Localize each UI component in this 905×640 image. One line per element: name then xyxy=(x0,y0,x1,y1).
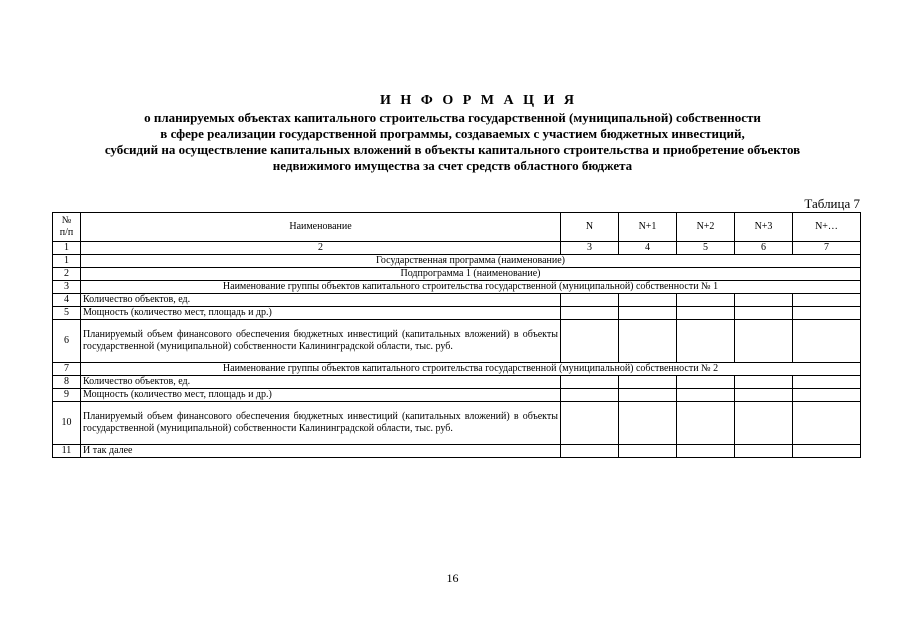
value-cell xyxy=(561,307,619,320)
value-cell xyxy=(677,307,735,320)
col-number: 4 xyxy=(619,242,677,255)
row-name: Количество объектов, ед. xyxy=(81,294,561,307)
value-cell xyxy=(677,376,735,389)
col-number: 6 xyxy=(735,242,793,255)
row-number: 3 xyxy=(53,281,81,294)
value-cell xyxy=(793,402,861,445)
table-row xyxy=(53,320,861,363)
row-number: 7 xyxy=(53,363,81,376)
value-cell xyxy=(561,376,619,389)
value-cell xyxy=(561,402,619,445)
subtitle-line-2: в сфере реализации государственной программы, создаваемых с участием бюджетных инвестиций, xyxy=(160,126,745,141)
value-cell xyxy=(793,294,861,307)
row-name: Количество объектов, ед. xyxy=(81,376,561,389)
document-header xyxy=(0,92,905,174)
table-row xyxy=(53,445,861,458)
table-row xyxy=(53,307,861,320)
value-cell xyxy=(793,389,861,402)
table-row xyxy=(53,363,861,376)
row-number: 9 xyxy=(53,389,81,402)
value-cell xyxy=(735,376,793,389)
value-cell xyxy=(619,402,677,445)
planned-objects-table xyxy=(52,212,861,458)
value-cell xyxy=(561,320,619,363)
col-number: 5 xyxy=(677,242,735,255)
table-row xyxy=(53,402,861,445)
subtitle-line-3: субсидий на осуществление капитальных вложений в объекты капитального строительства и приобретение объектов xyxy=(104,142,801,157)
row-name: Мощность (количество мест, площадь и др.) xyxy=(81,307,561,320)
value-cell xyxy=(793,376,861,389)
row-name: Планируемый объем финансового обеспечения бюджетных инвестиций (капитальных вложений) в объекты государственной (муниципальной) собственности Калининградской области, тыс. руб. xyxy=(81,402,561,445)
row-number: 8 xyxy=(53,376,81,389)
col-header-n2: N+2 xyxy=(677,213,735,242)
value-cell xyxy=(677,320,735,363)
document-title: И Н Ф О Р М А Ц И Я xyxy=(380,93,577,108)
col-header-n3: N+3 xyxy=(735,213,793,242)
subtitle-line-4: недвижимого имущества за счет средств областного бюджета xyxy=(272,158,633,173)
value-cell xyxy=(561,294,619,307)
col-number: 1 xyxy=(53,242,81,255)
value-cell xyxy=(677,294,735,307)
value-cell xyxy=(619,307,677,320)
row-number: 11 xyxy=(53,445,81,458)
value-cell xyxy=(735,389,793,402)
col-header-n1: N+1 xyxy=(619,213,677,242)
value-cell xyxy=(735,320,793,363)
col-header-nplus: N+… xyxy=(793,213,861,242)
value-cell xyxy=(619,389,677,402)
value-cell xyxy=(619,445,677,458)
value-cell xyxy=(735,445,793,458)
row-name: И так далее xyxy=(81,445,561,458)
col-header-num: № п/п xyxy=(53,213,81,242)
value-cell xyxy=(619,294,677,307)
row-name: Наименование группы объектов капитального строительства государственной (муниципальной) собственности № 2 xyxy=(81,363,861,376)
row-number: 10 xyxy=(53,402,81,445)
value-cell xyxy=(735,307,793,320)
row-name: Планируемый объем финансового обеспечения бюджетных инвестиций (капитальных вложений) в объекты государственной (муниципальной) собственности Калининградской области, тыс. руб. xyxy=(81,320,561,363)
value-cell xyxy=(677,402,735,445)
row-number: 2 xyxy=(53,268,81,281)
column-number-row xyxy=(53,242,861,255)
value-cell xyxy=(793,307,861,320)
col-number: 2 xyxy=(81,242,561,255)
value-cell xyxy=(793,445,861,458)
table-row xyxy=(53,268,861,281)
value-cell xyxy=(677,389,735,402)
row-number: 5 xyxy=(53,307,81,320)
table-row xyxy=(53,376,861,389)
value-cell xyxy=(735,402,793,445)
table-row xyxy=(53,281,861,294)
row-name: Наименование группы объектов капитального строительства государственной (муниципальной) собственности № 1 xyxy=(81,281,861,294)
table-row xyxy=(53,255,861,268)
col-header-n: N xyxy=(561,213,619,242)
value-cell xyxy=(735,294,793,307)
page-number: 16 xyxy=(446,571,459,585)
row-name: Мощность (количество мест, площадь и др.) xyxy=(81,389,561,402)
value-cell xyxy=(677,445,735,458)
row-number: 1 xyxy=(53,255,81,268)
value-cell xyxy=(561,389,619,402)
value-cell xyxy=(793,320,861,363)
table-caption: Таблица 7 xyxy=(804,196,860,211)
row-name: Государственная программа (наименование) xyxy=(81,255,861,268)
table-header-row xyxy=(53,213,861,242)
col-number: 3 xyxy=(561,242,619,255)
value-cell xyxy=(561,445,619,458)
table-row xyxy=(53,389,861,402)
value-cell xyxy=(619,320,677,363)
row-number: 6 xyxy=(53,320,81,363)
row-number: 4 xyxy=(53,294,81,307)
table-row xyxy=(53,294,861,307)
subtitle-line-1: о планируемых объектах капитального строительства государственной (муниципальной) собственности xyxy=(144,110,761,125)
col-header-name: Наименование xyxy=(81,213,561,242)
row-name: Подпрограмма 1 (наименование) xyxy=(81,268,861,281)
value-cell xyxy=(619,376,677,389)
col-number: 7 xyxy=(793,242,861,255)
